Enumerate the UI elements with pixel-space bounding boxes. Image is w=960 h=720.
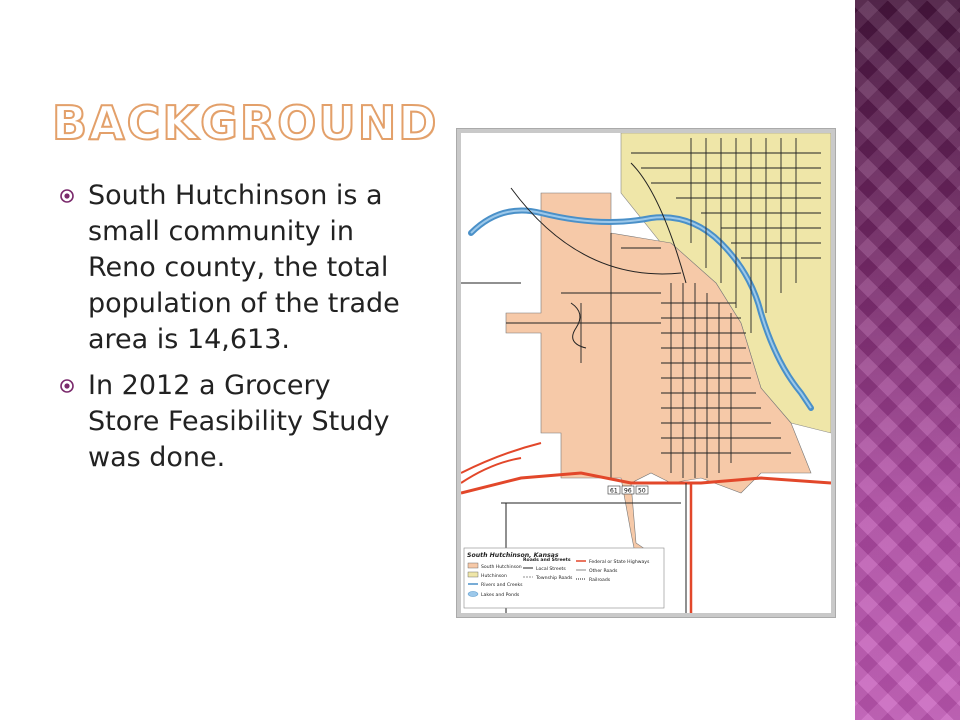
- svg-text:South Hutchinson, Kansas: South Hutchinson, Kansas: [467, 552, 559, 559]
- svg-text:50: 50: [638, 487, 646, 495]
- map-image: [461, 133, 831, 613]
- svg-text:Railroads: Railroads: [589, 578, 611, 583]
- bullet-circle-icon: [60, 189, 74, 203]
- svg-text:Rivers and Creeks: Rivers and Creeks: [481, 583, 523, 588]
- svg-text:Federal or State Highways: Federal or State Highways: [589, 560, 650, 565]
- bullet-list: [60, 178, 410, 486]
- bullet-item: [60, 368, 410, 476]
- map-legend: [464, 548, 664, 608]
- svg-text:Local Streets: Local Streets: [536, 567, 566, 572]
- decorative-side-strip: [855, 0, 960, 720]
- svg-text:Lakes and Ponds: Lakes and Ponds: [481, 593, 520, 598]
- highway-shields: [608, 486, 648, 495]
- svg-text:Township Roads: Township Roads: [536, 576, 573, 581]
- svg-text:Hutchinson: Hutchinson: [481, 574, 507, 579]
- svg-text:South Hutchinson: South Hutchinson: [481, 565, 522, 570]
- svg-text:Roads and Streets: Roads and Streets: [523, 558, 571, 563]
- bullet-text: In 2012 a Grocery Store Feasibility Study was done.: [88, 370, 390, 473]
- slide-title: BACKGROUND: [52, 96, 439, 150]
- bullet-item: [60, 178, 410, 358]
- map-image-frame: [456, 128, 836, 618]
- svg-text:Other Roads: Other Roads: [589, 569, 618, 574]
- bullet-circle-icon: [60, 379, 74, 393]
- svg-text:61: 61: [610, 487, 618, 495]
- bullet-text: South Hutchinson is a small community in Reno county, the total population of the trade area is 14,613.: [88, 180, 400, 355]
- svg-text:96: 96: [624, 487, 632, 495]
